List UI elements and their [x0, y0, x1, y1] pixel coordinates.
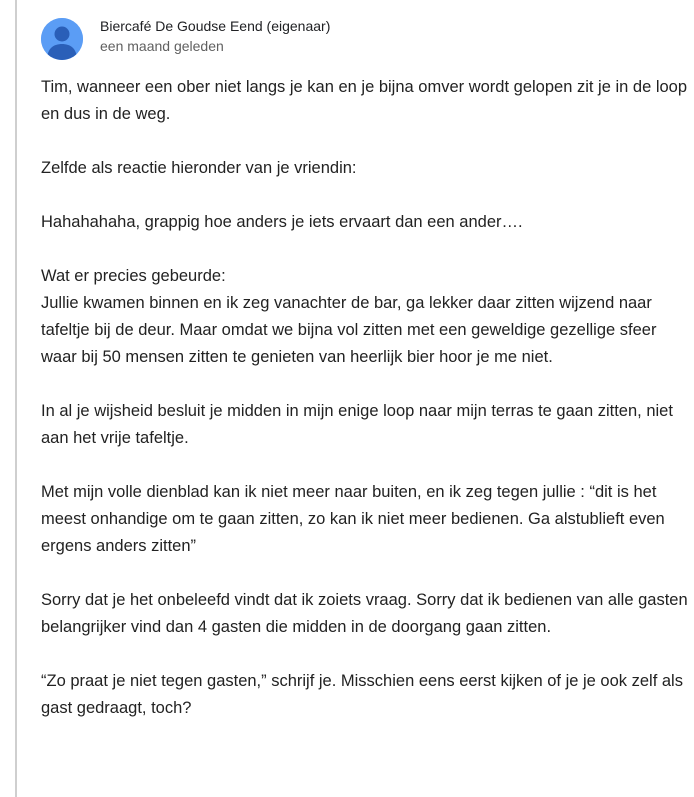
- reply-meta: [100, 16, 330, 56]
- reply-paragraph: Met mijn volle dienblad kan ik niet meer naar buiten, en ik zeg tegen jullie : “dit is het meest onhandige om te gaan zitten, zo kan ik niet meer bedienen. Ga alstublieft even ergens anders zitten”: [41, 483, 665, 555]
- reply-paragraph: Hahahahaha, grappig hoe anders je iets ervaart dan een ander….: [41, 213, 523, 231]
- reply-paragraph: “Zo praat je niet tegen gasten,” schrijf je. Misschien eens eerst kijken of je je ook zelf als gast gedraagt, toch?: [41, 672, 683, 717]
- thread-indent-line: [15, 0, 17, 797]
- reply-paragraph: Zelfde als reactie hieronder van je vriendin:: [41, 159, 357, 177]
- reply-paragraph: Sorry dat je het onbeleefd vindt dat ik zoiets vraag. Sorry dat ik bedienen van alle gasten belangrijker vind dan 4 gasten die midden in de doorgang gaan zitten.: [41, 591, 688, 636]
- reply-paragraph: Wat er precies gebeurde: Jullie kwamen binnen en ik zeg vanachter de bar, ga lekker daar zitten wijzend naar tafeltje bij de deur. Maar omdat we bijna vol zitten met een geweldige gezellige sfeer waar bij 50 mensen zitten te genieten van heerlijk bier hoor je me niet.: [41, 267, 657, 366]
- reply-header: [41, 14, 681, 62]
- reply-text: [41, 74, 691, 722]
- person-icon: [41, 18, 83, 60]
- reply-paragraph: In al je wijsheid besluit je midden in mijn enige loop naar mijn terras te gaan zitten, niet aan het vrije tafeltje.: [41, 402, 673, 447]
- reply-paragraph: Tim, wanneer een ober niet langs je kan en je bijna omver wordt gelopen zit je in de loop en dus in de weg.: [41, 78, 688, 123]
- owner-name[interactable]: Biercafé De Goudse Eend (eigenaar): [100, 18, 331, 34]
- owner-avatar[interactable]: [41, 18, 83, 60]
- reply-timestamp: een maand geleden: [100, 38, 224, 54]
